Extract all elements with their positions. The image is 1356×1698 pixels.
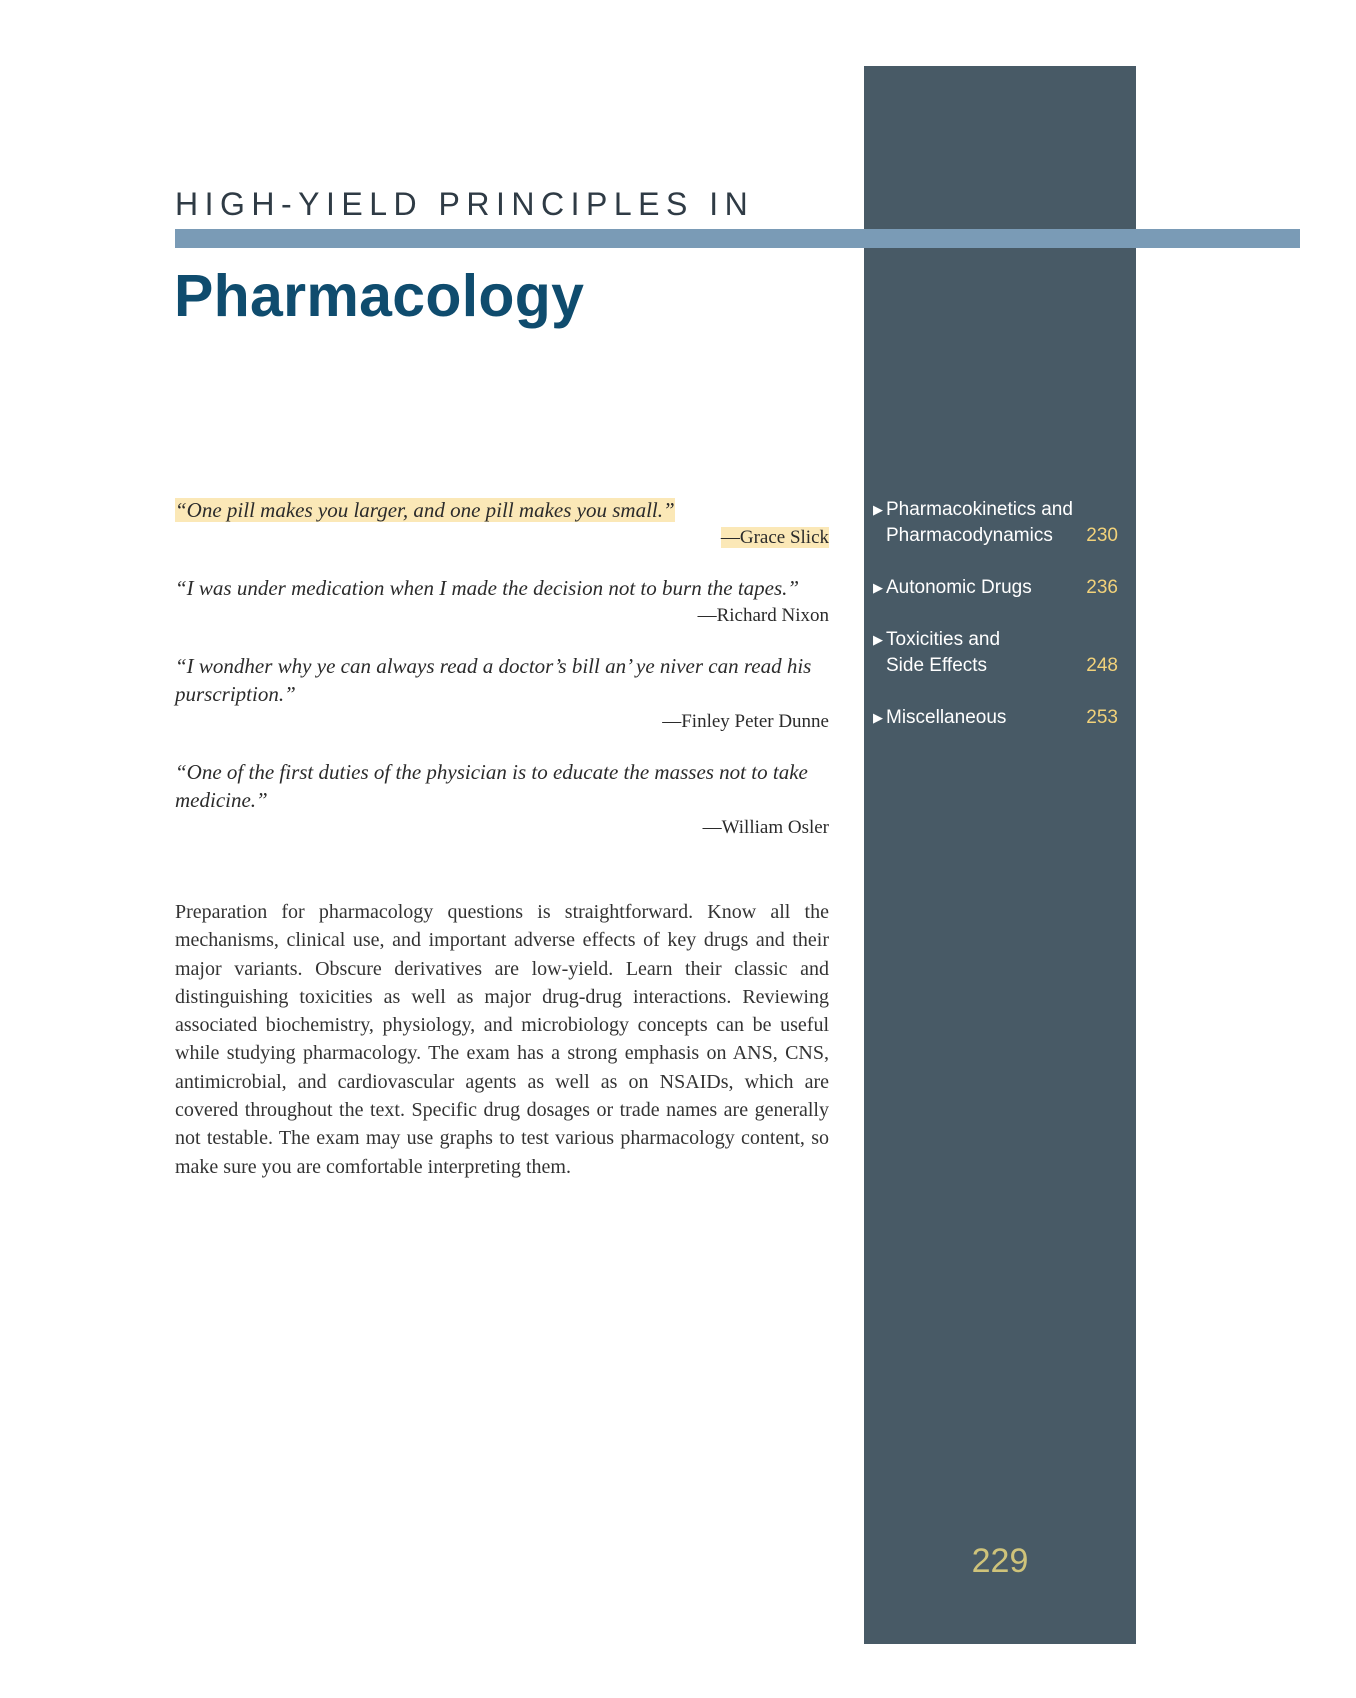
quote-text: “One of the first duties of the physician is to educate the masses not to take medicine.” xyxy=(175,760,808,812)
triangle-right-icon: ▶ xyxy=(873,502,883,517)
toc-item-autonomic-drugs[interactable] xyxy=(873,575,1118,601)
toc-item-toxicities[interactable] xyxy=(873,627,1118,679)
toc-page-number: 248 xyxy=(1086,655,1118,676)
quote-item xyxy=(175,496,829,552)
quote-author: —Finley Peter Dunne xyxy=(662,711,829,732)
quote-item xyxy=(175,652,829,736)
quote-text: “One pill makes you larger, and one pill makes you small.” xyxy=(175,498,675,522)
quote-text: “I was under medication when I made the decision not to burn the tapes.” xyxy=(175,576,800,600)
quote-author: —William Osler xyxy=(702,817,829,838)
toc-label: Miscellaneous xyxy=(886,707,1007,728)
chapter-kicker: HIGH-YIELD PRINCIPLES IN xyxy=(175,186,755,222)
toc-label: Pharmacokinetics and Pharmacodynamics xyxy=(886,499,1073,546)
toc-label: Toxicities and Side Effects xyxy=(886,629,1001,676)
quote-text: “I wondher why ye can always read a doctor’s bill an’ ye niver can read his purscription.” xyxy=(175,654,812,706)
quote-author: —Richard Nixon xyxy=(697,605,829,626)
chapter-contents xyxy=(873,497,1118,757)
quote-item xyxy=(175,574,829,630)
quote-item xyxy=(175,758,829,842)
toc-label: Autonomic Drugs xyxy=(886,577,1032,598)
intro-paragraph: Preparation for pharmacology questions is straightforward. Know all the mechanisms, clinical use, and important adverse effects of key drugs and their major variants. Obscure derivatives are low-yield. Learn their classic and distinguishing toxicities as well as major drug-drug interactions. Reviewing associated biochemistry, physiology, and microbiology concepts can be useful while studying pharmacology. The exam has a strong emphasis on ANS, CNS, antimicrobial, and cardiovascular agents as well as on NSAIDs, which are covered throughout the text. Specific drug dosages or trade names are generally not testable. The exam may use graphs to test various pharmacology content, so make sure you are comfortable interpreting them. xyxy=(175,901,829,1178)
toc-page-number: 230 xyxy=(1086,525,1118,546)
header-rule xyxy=(175,229,1300,248)
chapter-title: Pharmacology xyxy=(174,263,585,329)
quote-author: —Grace Slick xyxy=(720,527,829,548)
triangle-right-icon: ▶ xyxy=(873,632,883,647)
toc-page-number: 236 xyxy=(1086,577,1118,598)
toc-item-pharmacokinetics[interactable] xyxy=(873,497,1118,549)
toc-page-number: 253 xyxy=(1086,707,1118,728)
sidebar-panel xyxy=(864,66,1136,1644)
triangle-right-icon: ▶ xyxy=(873,710,883,725)
page-number: 229 xyxy=(971,1542,1029,1580)
toc-item-miscellaneous[interactable] xyxy=(873,705,1118,731)
epigraph-quotes xyxy=(175,496,829,864)
triangle-right-icon: ▶ xyxy=(873,580,883,595)
